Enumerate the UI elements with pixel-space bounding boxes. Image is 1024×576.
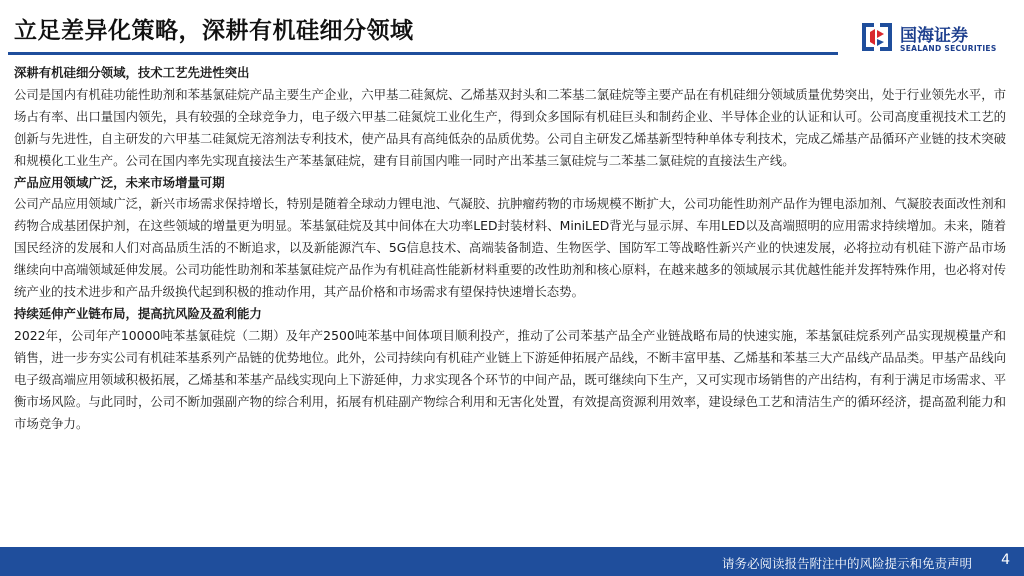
section-heading-2: 产品应用领域广泛，未来市场增量可期 [14,174,225,190]
main-content [14,62,1006,434]
logo-chinese-name: 国海证券 [900,26,968,46]
section-body-2: 公司产品应用领域广泛，新兴市场需求保持增长，特别是随着全球动力锂电池、气凝胶、抗肿瘤药物的市场规模不断扩大，公司功能性助剂产品作为锂电添加剂、气凝胶表面改性剂和药物合成基团保护剂，在这些领域的增量更为明显。苯基氯硅烷及其中间体在大功率LED封装材料、MiniLED背光与显示屏、车用LED以及高端照明的应用需求持续增加。未来，随着国民经济的发展和人们对高品质生活的不断追求，以及新能源汽车、5G信息技术、高端装备制造、生物医学、国防军工等战略性新兴产业的快速发展，必将拉动有机硅下游产品市场继续向中高端领域延伸发展。公司功能性助剂和苯基氯硅烷产品作为有机硅高性能新材料重要的改性助剂和核心原料，在越来越多的领域展示其优越性能并发挥特殊作用，也必将对传统产业的技术进步和产品升级换代起到积极的推动作用，其产品价格和市场需求有望保持快速增长态势。 [14,196,1006,300]
footer-bar [0,547,1024,576]
header-divider [8,52,838,55]
section-body-1: 公司是国内有机硅功能性助剂和苯基氯硅烷产品主要生产企业，六甲基二硅氮烷、乙烯基双封头和二苯基二氯硅烷等主要产品在有机硅细分领域质量优势突出，处于行业领先水平，市场占有率、出口量国内领先，具有较强的全球竞争力，电子级六甲基二硅氮烷工业化生产，得到众多国际有机硅巨头和制药企业、半导体企业的认证和认可。公司高度重视技术工艺的创新与先进性，自主研发的六甲基二硅氮烷无溶剂法专利技术，使产品具有高纯低杂的品质优势。公司自主研发乙烯基新型特种单体专利技术，完成乙烯基产品循环产业链的技术突破和规模化工业生产。公司在国内率先实现直接法生产苯基氯硅烷，建有目前国内唯一同时产出苯基三氯硅烷与二苯基二氯硅烷的直接法生产线。 [14,86,1006,168]
section-body-3: 2022年，公司年产10000吨苯基氯硅烷（二期）及年产2500吨苯基中间体项目顺利投产，推动了公司苯基产品全产业链战略布局的快速实施，苯基氯硅烷系列产品实现规模量产和销售，进一步夯实公司有机硅苯基系列产品链的优势地位。此外，公司持续向有机硅产业链上下游延伸拓展产品线，不断丰富甲基、乙烯基和苯基三大产品线产品品类。甲基产品线向电子级高端应用领域积极拓展，乙烯基和苯基产品线实现向上下游延伸，力求实现各个环节的中间产品，既可继续向下生产，又可实现市场销售的产出结构，有利于满足市场需求、平衡市场风险。与此同时，公司不断加强副产物的综合利用，拓展有机硅副产物综合利用和无害化处置，有效提高资源利用效率，建设绿色工艺和清洁生产的循环经济，提高盈利能力和市场竞争力。 [14,327,1006,431]
section-heading-3: 持续延伸产业链布局，提高抗风险及盈利能力 [14,305,262,321]
page-title: 立足差异化策略，深耕有机硅细分领域 [14,18,414,44]
section-heading-1: 深耕有机硅细分领域，技术工艺先进性突出 [14,65,250,80]
footer-disclaimer: 请务必阅读报告附注中的风险提示和免责声明 [721,556,972,571]
company-logo [860,20,1010,60]
sealand-logo-icon [860,20,894,54]
page-number: 4 [1001,552,1010,568]
logo-english-name: SEALAND SECURITIES [900,44,997,53]
